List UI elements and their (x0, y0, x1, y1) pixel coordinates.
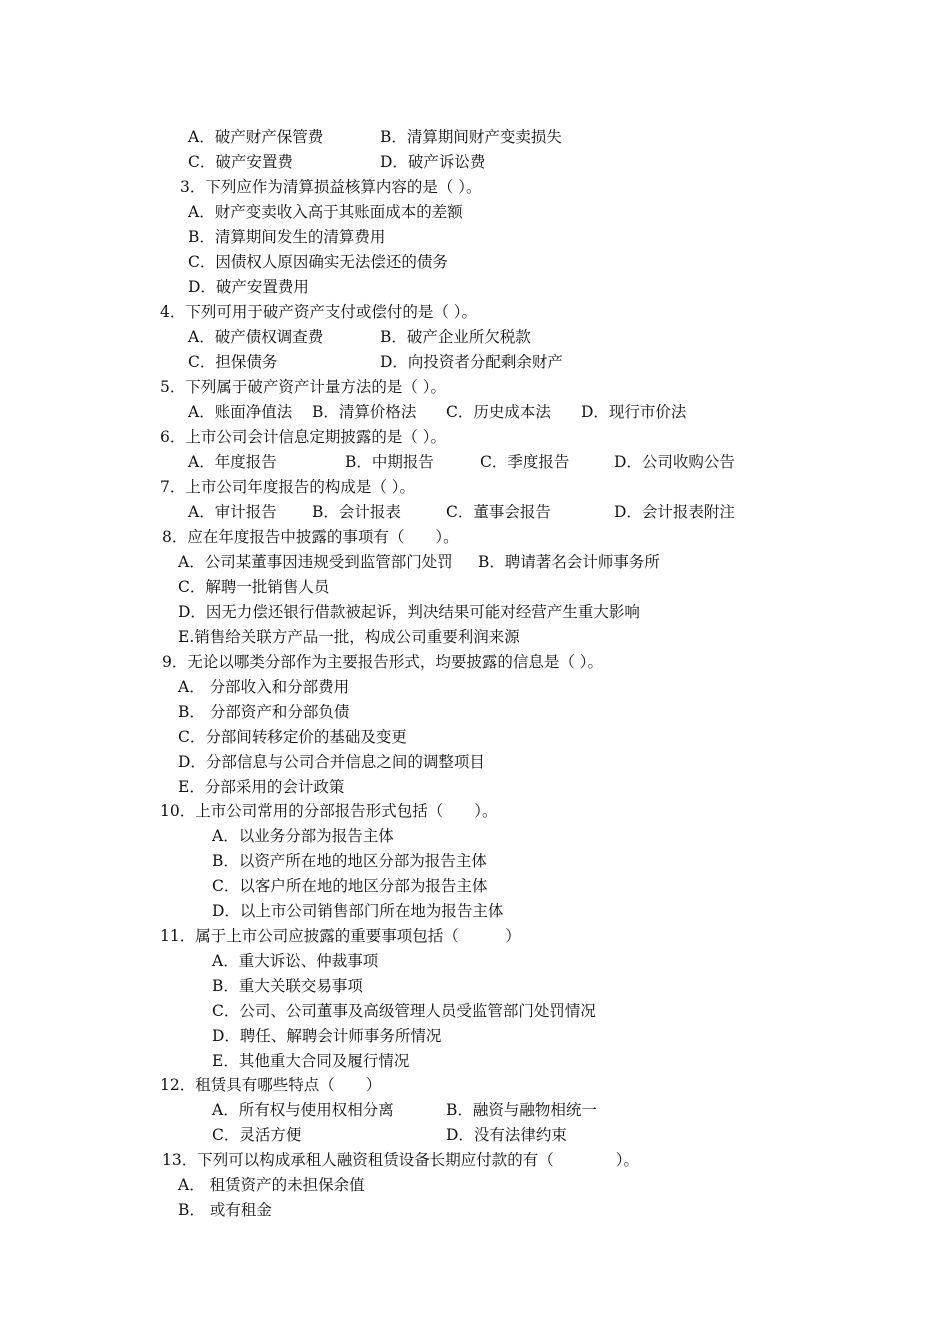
q10-option-d: D．以上市公司销售部门所在地为报告主体 (212, 902, 504, 920)
q7-option-c: C．董事会报告 (446, 503, 551, 521)
q5-option-d: D．现行市价法 (581, 403, 687, 421)
q3-option-b: B．清算期间发生的清算费用 (188, 228, 386, 246)
q4-option-b: B．破产企业所欠税款 (380, 328, 531, 346)
q4-option-a: A．破产债权调查费 (188, 328, 324, 346)
q13-question: 13．下列可以构成承租人融资租赁设备长期应付款的有（ ）。 (162, 1151, 639, 1169)
q11-option-d: D．聘任、解聘会计师事务所情况 (212, 1027, 442, 1045)
q9-option-b: B． 分部资产和分部负债 (178, 703, 350, 721)
q6-question: 6．上市公司会计信息定期披露的是（ ）。 (160, 428, 447, 446)
q13-option-b: B． 或有租金 (178, 1201, 272, 1219)
q3-option-c: C．因债权人原因确实无法偿还的债务 (188, 253, 448, 271)
q8-question: 8．应在年度报告中披露的事项有（ ）。 (162, 528, 459, 546)
q9-option-c: C．分部间转移定价的基础及变更 (178, 728, 407, 746)
q2-option-a: A．破产财产保管费 (188, 128, 324, 146)
q2-option-d: D．破产诉讼费 (380, 153, 486, 171)
q7-option-d: D．会计报表附注 (614, 503, 735, 521)
q9-option-e: E．分部采用的会计政策 (178, 778, 345, 796)
q10-option-b: B．以资产所在地的地区分部为报告主体 (212, 852, 487, 870)
q11-option-b: B．重大关联交易事项 (212, 977, 363, 995)
q8-option-a: A．公司某董事因违规受到监管部门处罚 (178, 553, 453, 571)
q11-option-a: A．重大诉讼、仲裁事项 (212, 952, 379, 970)
q6-option-c: C．季度报告 (480, 453, 570, 471)
q12-option-d: D．没有法律约束 (446, 1126, 567, 1144)
q3-option-d: D．破产安置费用 (188, 278, 309, 296)
q8-option-d: D．因无力偿还银行借款被起诉，判决结果可能对经营产生重大影响 (178, 603, 640, 621)
q12-question: 12．租赁具有哪些特点（ ） (160, 1076, 382, 1094)
q5-option-b: B．清算价格法 (312, 403, 417, 421)
q9-option-d: D．分部信息与公司合并信息之间的调整项目 (178, 753, 485, 771)
q11-option-e: E．其他重大合同及履行情况 (212, 1052, 410, 1070)
q9-question: 9．无论以哪类分部作为主要报告形式，均要披露的信息是（ ）。 (162, 653, 604, 671)
q7-option-b: B．会计报表 (312, 503, 401, 521)
q7-question: 7．上市公司年度报告的构成是（ ）。 (160, 478, 416, 496)
q13-option-a: A． 租赁资产的未担保余值 (178, 1176, 365, 1194)
q12-option-a: A．所有权与使用权相分离 (212, 1101, 394, 1119)
q2-option-b: B．清算期间财产变卖损失 (380, 128, 562, 146)
q12-option-c: C．灵活方便 (212, 1126, 302, 1144)
q7-option-a: A．审计报告 (188, 503, 277, 521)
q6-option-b: B．中期报告 (345, 453, 434, 471)
q8-option-e: E.销售给关联方产品一批，构成公司重要利润来源 (178, 628, 520, 646)
q12-option-b: B．融资与融物相统一 (446, 1101, 597, 1119)
q2-option-c: C．破产安置费 (188, 153, 293, 171)
q10-option-a: A．以业务分部为报告主体 (212, 827, 394, 845)
q3-option-a: A．财产变卖收入高于其账面成本的差额 (188, 203, 463, 221)
q10-question: 10．上市公司常用的分部报告形式包括（ ）。 (160, 802, 498, 820)
q6-option-d: D．公司收购公告 (614, 453, 735, 471)
q8-option-c: C．解聘一批销售人员 (178, 578, 330, 596)
q11-question: 11．属于上市公司应披露的重要事项包括（ ） (160, 927, 521, 945)
q11-option-c: C．公司、公司董事及高级管理人员受监管部门处罚情况 (212, 1002, 596, 1020)
q4-option-d: D．向投资者分配剩余财产 (380, 353, 563, 371)
q5-question: 5．下列属于破产资产计量方法的是（ ）。 (160, 378, 447, 396)
q5-option-a: A．账面净值法 (188, 403, 293, 421)
q3-question: 3．下列应作为清算损益核算内容的是（ ）。 (180, 178, 482, 196)
q9-option-a: A． 分部收入和分部费用 (178, 678, 350, 696)
q4-option-c: C．担保债务 (188, 353, 278, 371)
q5-option-c: C．历史成本法 (446, 403, 551, 421)
q6-option-a: A．年度报告 (188, 453, 277, 471)
q10-option-c: C．以客户所在地的地区分部为报告主体 (212, 877, 488, 895)
q8-option-b: B．聘请著名会计师事务所 (478, 553, 660, 571)
q4-question: 4．下列可用于破产资产支付或偿付的是（ ）。 (160, 303, 478, 321)
